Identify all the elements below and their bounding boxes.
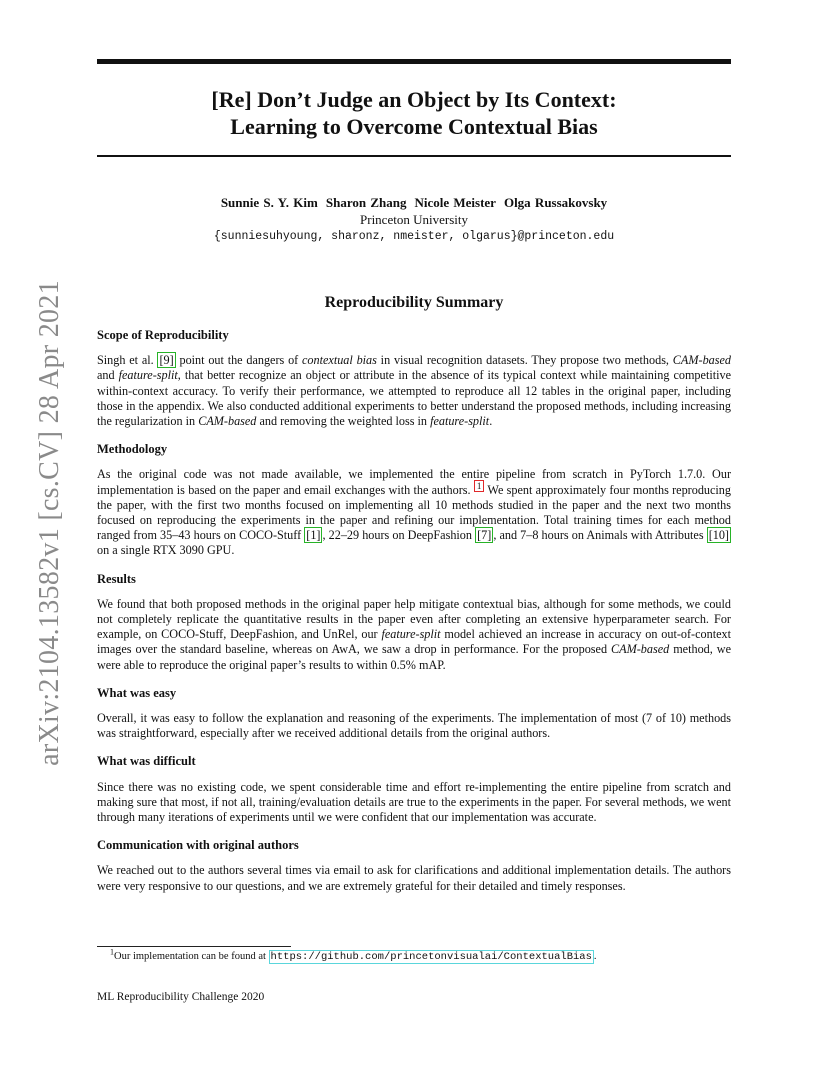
section-paragraph: As the original code was not made available, we implemented the entire pipeline from scratch in PyTorch 1.7.0. Our implementation is based on the paper and email exchanges with the authors. $^1$ We spent approximately four months reproducing the paper, with the first two months focused on implementing all 10 methods studied in the paper and the next two months focused on reproducing the experiments in the paper and refining our implementation. Total training times for each method ranged from 35–43 hours on COCO-Stuff [1] , 22–29 hours on DeepFashion [7] , and 7–8 hours on Animals with Attributes [10] on a single RTX 3090 GPU. [97,467,731,558]
citation-link[interactable]: [10] [708,528,729,543]
author-name: Sunnie S. Y. Kim [220,195,318,210]
footnote-text: Our implementation can be found at [114,951,269,962]
footnote-rule [97,946,291,947]
footnote-link[interactable]: 1 [474,480,485,492]
repository-link[interactable]: https://github.com/princetonvisualai/ContextualBias [270,951,592,963]
summary-title: Reproducibility Summary [324,294,504,311]
top-rule [97,59,731,64]
section-results [97,572,731,673]
affiliation: Princeton University [360,212,468,227]
section-heading: What was easy [97,685,177,700]
section-communication [97,838,731,894]
section-heading: What was difficult [97,754,196,769]
section-paragraph: Since there was no existing code, we spent considerable time and effort re-implementing the entire pipeline from scratch and making sure that most, if not all, training/evaluation details are true to the experiments in the paper. For several methods, we went through many iterations of experiments until we were confident that our implementation was accurate. [97,779,731,825]
section-easy [97,686,731,742]
section-heading: Communication with original authors [97,838,299,853]
author-name: Nicole Meister [414,195,496,210]
author-name: Olga Russakovsky [503,195,608,210]
author-emails: {sunniesuhyoung, sharonz, nmeister, olgarus}@princeton.edu [213,230,615,243]
section-paragraph: Overall, it was easy to follow the explanation and reasoning of the experiments. The implementation of most (7 of 10) methods was straightforward, especially after we received additional details from the original authors. [97,711,731,741]
footnote-mark: 1 [110,947,114,957]
section-paragraph: We found that both proposed methods in the original paper help mitigate contextual bias, although for some methods, we could not completely replicate the quantitative results in the paper even after completing an extensive hyperparameter search. For example, on COCO-Stuff, DeepFashion, and UnRel, our feature-split model achieved an increase in accuracy on out-of-context images over the standard baseline, whereas on AwA, we saw a drop in performance. For the proposed CAM-based method, we were able to reproduce the original paper’s results to within 0.5% mAP. [97,596,731,672]
citation-link[interactable]: [7] [477,528,492,543]
section-heading: Scope of Reproducibility [97,328,229,342]
citation-link[interactable]: [9] [159,353,174,368]
section-methodology [97,442,731,558]
author-name: Sharon Zhang [325,195,407,210]
citation-link[interactable]: [1] [306,528,321,543]
author-names [97,194,731,211]
venue-footer: ML Reproducibility Challenge 2020 [97,991,265,1003]
section-heading: Methodology [97,442,168,457]
title-rule [97,155,731,157]
paper-title [97,86,731,140]
author-block [97,194,731,245]
title-line-2: Learning to Overcome Contextual Bias [230,114,598,139]
section-scope [97,328,731,429]
footnote: $^1$Our implementation can be found at https://github.com/princetonvisualai/ContextualBias . [110,947,597,963]
summary-body [97,328,731,907]
title-line-1: [Re] Don’t Judge an Object by Its Context: [211,87,617,112]
section-heading: Results [97,571,136,586]
section-difficult [97,754,731,825]
section-paragraph: We reached out to the authors several times via email to ask for clarifications and additional implementation details. The authors were very responsive to our questions, and we are extremely grateful for their detailed and timely responses. [97,863,731,893]
section-paragraph: Singh et al. [9] point out the dangers of contextual bias in visual recognition datasets. They propose two methods, CAM-based and feature-split, that better recognize an object or attribute in the absence of its typical context while maintaining competitive within-context accuracy. To verify their performance, we attempted to reproduce all 12 tables in the original paper, including those in the appendix. We also conducted additional experiments to better understand the proposed methods, including increasing the regularization in CAM-based and removing the weighted loss in feature-split. [97,353,731,429]
arxiv-stamp: arXiv:2104.13582v1 [cs.CV] 28 Apr 2021 [34,280,65,766]
